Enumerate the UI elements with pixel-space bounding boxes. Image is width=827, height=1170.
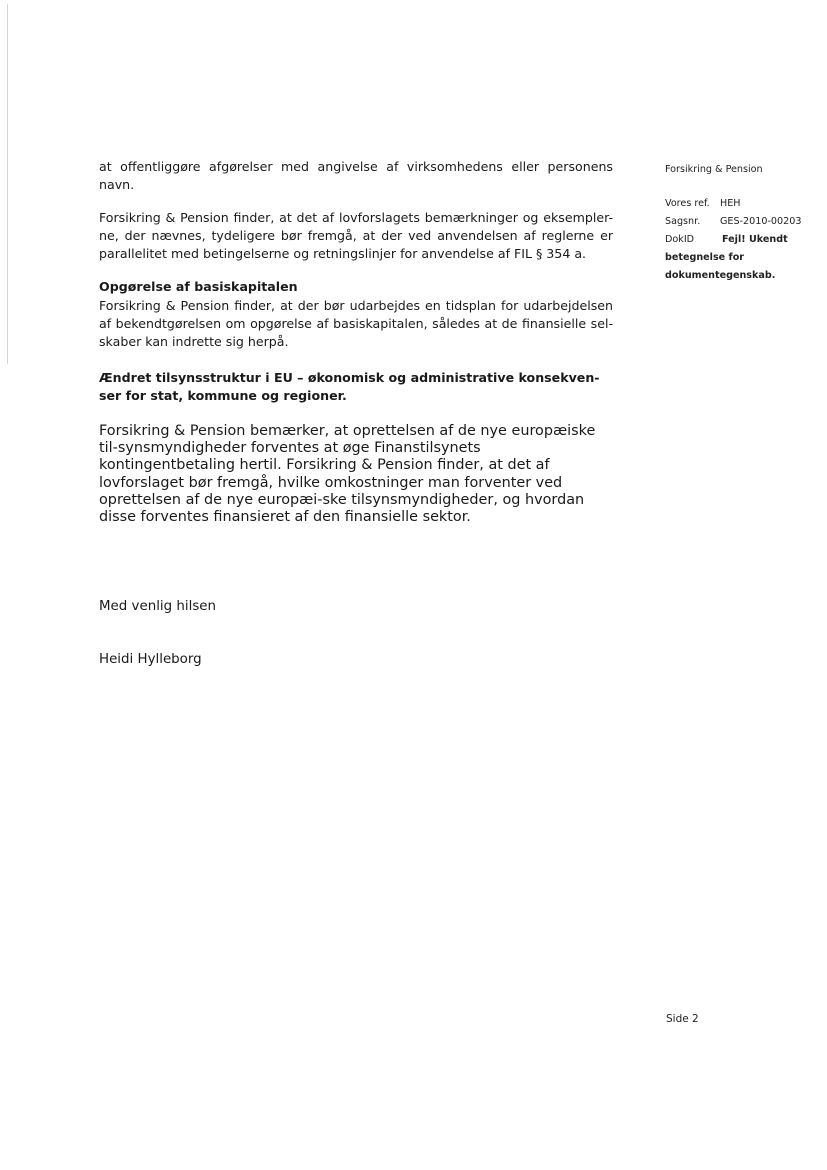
scan-edge-line — [7, 4, 8, 364]
dokid-row — [665, 231, 815, 249]
reference-row — [665, 195, 815, 213]
paragraph-1: at offentliggøre afgørelser med angivelse af virksomhedens eller personens navn. — [99, 159, 613, 192]
letter-body — [99, 158, 613, 526]
reference-value: HEH — [720, 198, 741, 209]
dokid-error-line-2: betegnelse for — [665, 252, 745, 263]
section-heading-tilsynsstruktur: Ændret tilsynsstruktur i EU – økonomisk og administrative konsekven-ser for stat, kommune og regioner. — [99, 370, 600, 403]
reference-label: Vores ref. — [665, 198, 710, 209]
closing-greeting: Med venlig hilsen — [99, 599, 217, 614]
sidebar-organization: Forsikring & Pension — [665, 164, 763, 175]
paragraph-2: Forsikring & Pension finder, at det af lovforslagets bemærkninger og eksempler-ne, der nævnes, tydeligere bør fremgå, at der ved anvendelsen af reglerne er parallelitet med betingelserne og retningslinjer for anvendelse af FIL § 354 a. — [99, 210, 613, 261]
reference-sidebar — [665, 161, 815, 285]
page-number: Side 2 — [666, 1013, 699, 1025]
case-number-label: Sagsnr. — [665, 216, 701, 227]
dokid-label: DokID — [665, 234, 695, 245]
case-number-row — [665, 213, 815, 231]
dokid-error-line-3: dokumentegenskab. — [665, 270, 776, 281]
paragraph-4: Forsikring & Pension bemærker, at oprettelsen af de nye europæiske til-synsmyndigheder forventes at øge Finanstilsynets kontingentbetaling hertil. Forsikring & Pension finder, at det af lovforslaget bør fremgå, hvilke omkostninger man forventer ved oprettelsen af de nye europæi-ske tilsynsmyndigheder, og hvordan disse forventes finansieret af den finansielle sektor. — [99, 423, 596, 526]
case-number-value: GES-2010-00203 — [720, 216, 802, 227]
section-heading-basiskapital: Opgørelse af basiskapitalen — [99, 279, 298, 294]
paragraph-3: Forsikring & Pension finder, at der bør udarbejdes en tidsplan for udarbejdelsen af bekendtgørelsen om opgørelse af basiskapitalen, således at de finansielle sel-skaber kan indrette sig herpå. — [99, 298, 613, 349]
dokid-error-line-1: Fejl! Ukendt — [722, 234, 788, 245]
signature-name: Heidi Hylleborg — [99, 652, 202, 667]
